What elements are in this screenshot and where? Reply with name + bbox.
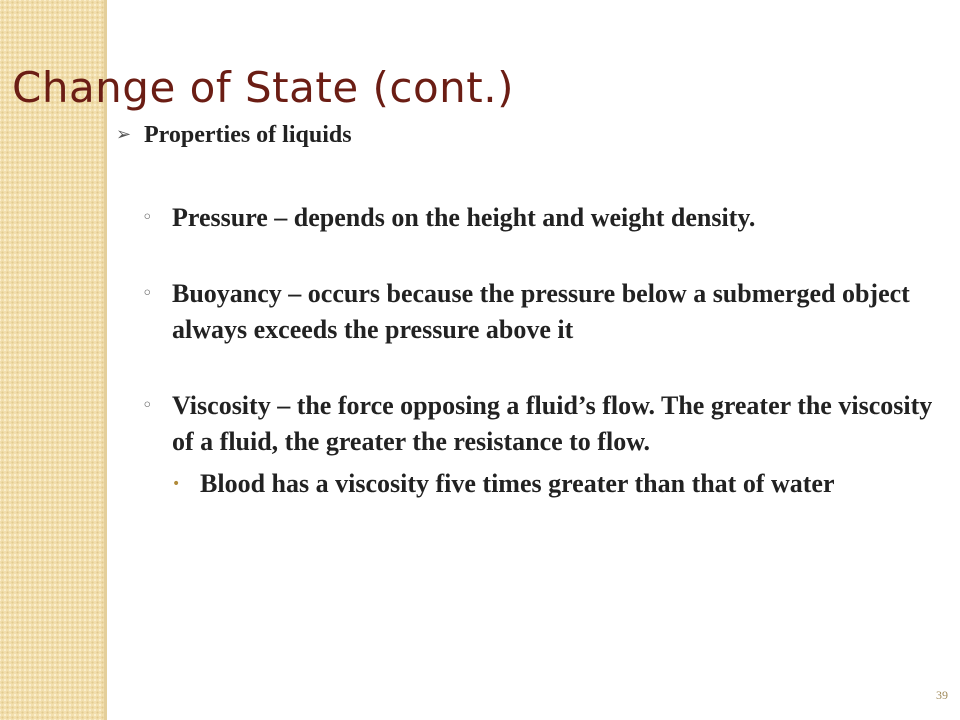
sub-bullet-blood	[172, 466, 946, 502]
slide-title: Change of State (cont.)	[12, 63, 515, 112]
bullet-viscosity	[142, 388, 946, 460]
bullet-text: Pressure – depends on the height and weight density.	[172, 203, 756, 232]
bullet-buoyancy	[142, 276, 946, 348]
bullet-pressure	[142, 200, 946, 236]
ring-bullet-icon: ◦	[142, 395, 153, 416]
slide-content	[116, 118, 946, 502]
ring-bullet-icon: ◦	[142, 283, 153, 304]
bullet-text: Buoyancy – occurs because the pressure below a submerged object always exceeds the pressure above it	[172, 279, 910, 344]
heading-item	[116, 118, 946, 152]
sub-bullet-text: Blood has a viscosity five times greater than that of water	[200, 469, 835, 498]
dot-bullet-icon: •	[172, 476, 181, 492]
page-number: 39	[936, 688, 948, 702]
arrow-bullet-icon: ➢	[116, 124, 132, 145]
heading-text: Properties of liquids	[144, 122, 352, 148]
bullet-text: Viscosity – the force opposing a fluid’s flow. The greater the viscosity of a fluid, the greater the resistance to flow.	[172, 391, 933, 456]
ring-bullet-icon: ◦	[142, 207, 153, 228]
